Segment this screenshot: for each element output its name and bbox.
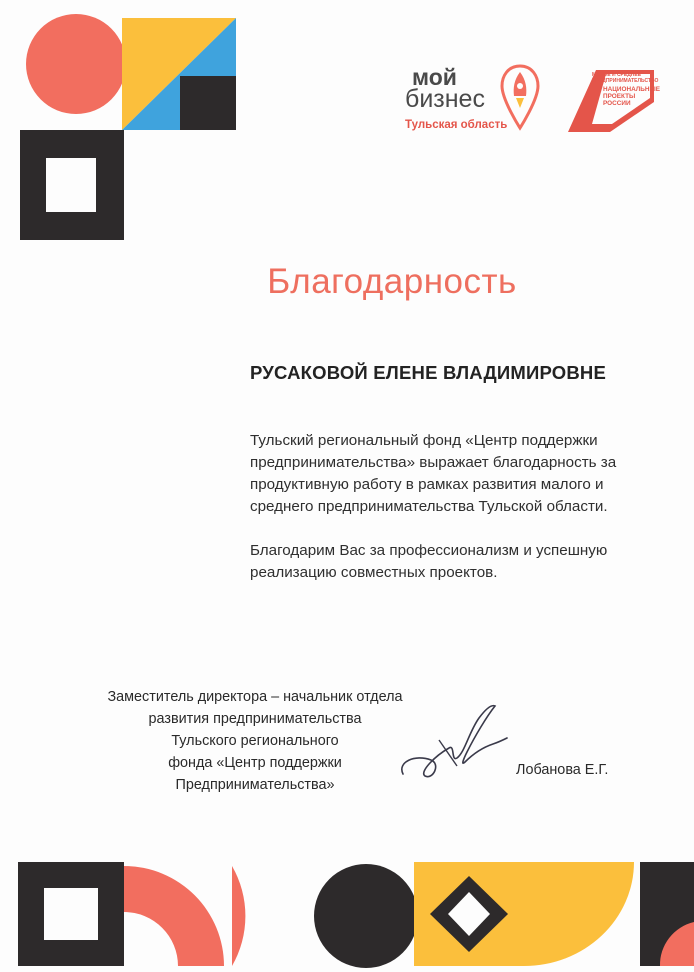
dark-circle [314, 864, 418, 968]
national-projects-line3: РОССИИ [603, 100, 631, 107]
body-paragraph-2: Благодарим Вас за профессионализм и успешную реализацию совместных проектов. [250, 542, 608, 581]
logo-biznes-text: бизнес [405, 85, 485, 113]
frame-hole [46, 158, 96, 212]
national-projects-line2: ПРОЕКТЫ [603, 93, 636, 100]
national-projects-label [603, 86, 660, 107]
yellow-quarter [524, 862, 634, 966]
body-paragraph-1: Тульский региональный фонд «Центр поддержки предпринимательства» выражает благодарность за продуктивную работу в рамках развития малого и среднего предпринимательства Тульской области. [250, 432, 617, 515]
signatory-position-line: Тульского регионального [171, 733, 339, 749]
coral-circle [26, 14, 126, 114]
national-projects-line1: НАЦИОНАЛЬНЫЕ [603, 86, 660, 93]
signatory-position [70, 686, 440, 796]
signatory-position-line: Предпринимательства» [175, 777, 335, 793]
signatory-position-line: Заместитель директора – начальник отдела [107, 689, 403, 705]
rocket-pin-icon [500, 64, 540, 134]
top-left-ornament [0, 0, 240, 250]
handwritten-signature [395, 700, 515, 790]
frame-hole-bottom [44, 888, 98, 940]
coral-arc [124, 866, 224, 966]
logo-moi-text: мой [412, 64, 457, 90]
signatory-position-line: фонда «Центр поддержки [168, 755, 342, 771]
national-projects-top-text: МАЛОЕ И СРЕДНЕЕ ПРЕДПРИНИМАТЕЛЬСТВО [592, 72, 659, 84]
dark-small-square [180, 76, 236, 130]
recipient-name: РУСАКОВОЙ ЕЛЕНЕ ВЛАДИМИРОВНЕ [250, 362, 607, 383]
certificate-title: Благодарность [267, 262, 517, 301]
signatory-position-line: развития предпринимательства [148, 711, 362, 727]
logo-region-text: Тульская область [405, 119, 508, 131]
signatory-name: Лобанова Е.Г. [516, 762, 609, 778]
bottom-ornament [0, 858, 694, 972]
